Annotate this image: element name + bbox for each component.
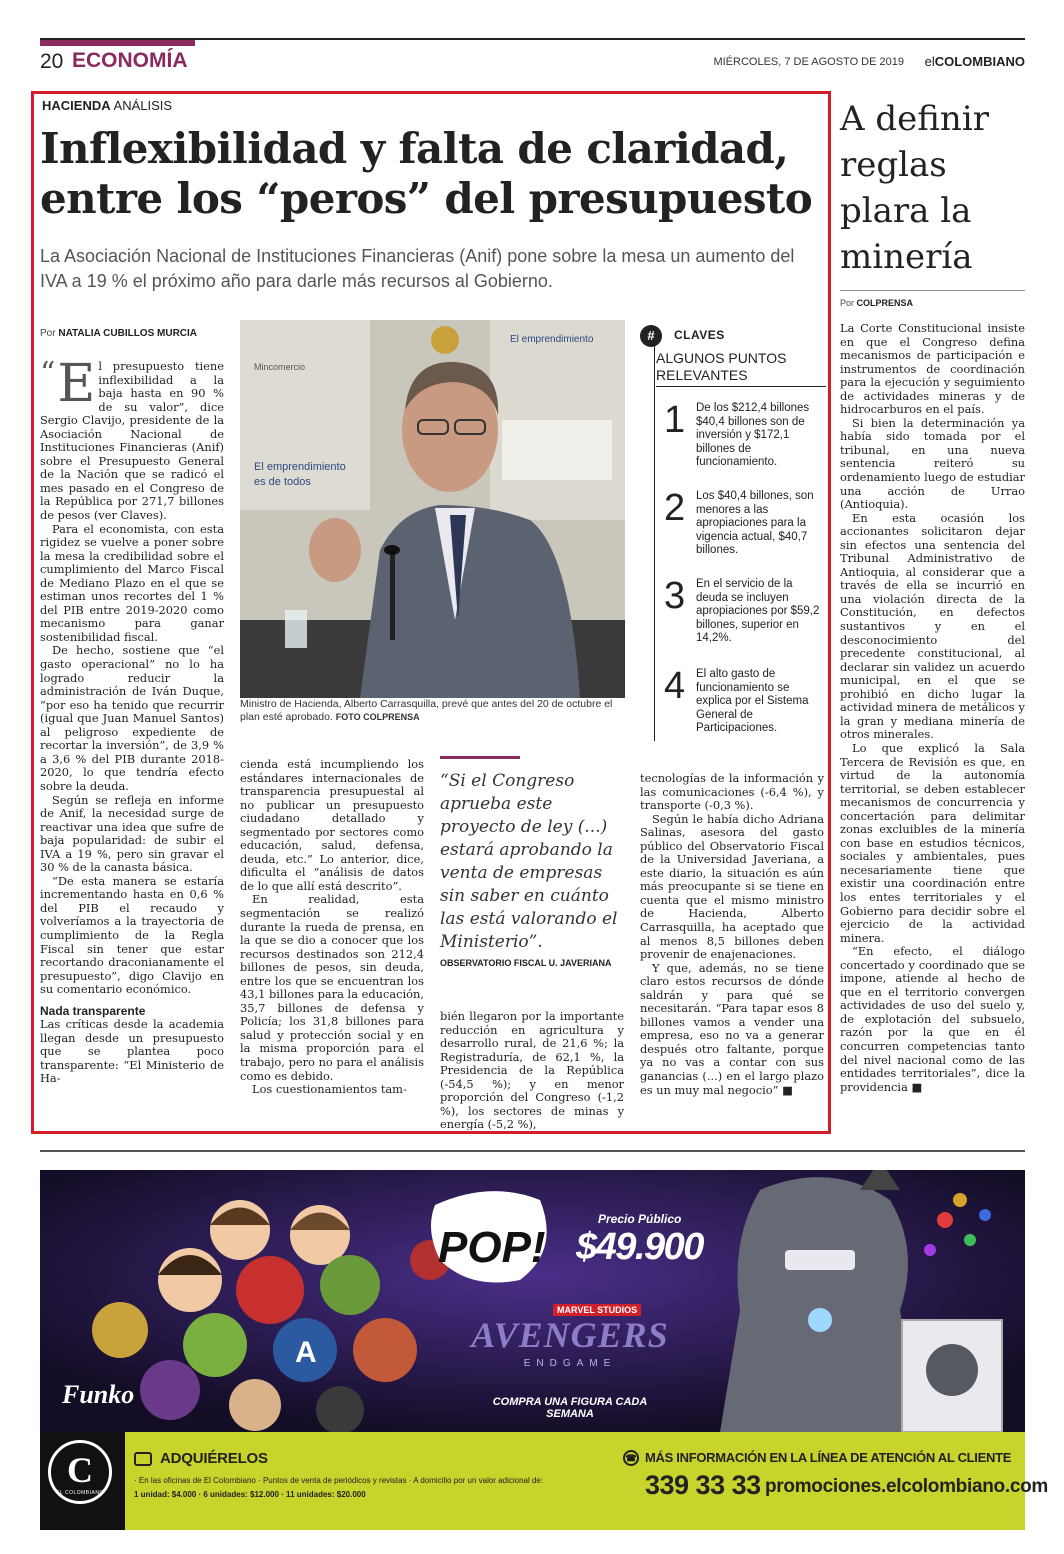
claves-item: [664, 665, 826, 748]
newspaper-brand: [925, 54, 1025, 69]
byline-prefix: Por: [40, 328, 56, 339]
backdrop-text: El emprendimiento: [510, 334, 594, 345]
article-kicker: [42, 98, 172, 113]
paragraph: Para el economista, con esta rigidez se vuelve a poner sobre la mesa la credibilidad sobre el cumplimiento del Marco Fiscal de Mediano Plazo en el que se estiman unos recortes del 1 % del PIB entre 2019-2020 como mecanismo para ganar sostenibilidad fiscal.: [40, 521, 224, 644]
byline-author: COLPRENSA: [856, 298, 914, 308]
article-column-1: [40, 360, 224, 1130]
pull-quote-bar: [440, 756, 520, 759]
section-subtitle: Nada transparente: [40, 1003, 146, 1018]
pull-quote: “Si el Congreso aprueba este proyecto de ley (...) estará aprobando la venta de empresas sin saber en cuánto las está valorando el Ministerio”.: [440, 771, 618, 952]
marvel-studios-badge: MARVEL STUDIOS: [553, 1304, 641, 1316]
pop-logo-text: POP!: [438, 1223, 546, 1272]
price: $49.900: [576, 1226, 703, 1268]
brand-name: COLOMBIANO: [934, 54, 1025, 69]
pull-quote-source: OBSERVATORIO FISCAL U. JAVERIANA: [440, 958, 612, 968]
paragraph: l presupuesto tiene inflexibilidad a la baja hasta en 90 % de su valor”, dice Sergio Clavijo, presidente de la Asociación Nacional de Instituciones Financieras (Anif) sobre el Presupuesto General de la Nación que se radicó el mes pasado en el Congreso de la República por 271,7 billones de pesos (ver Claves).: [40, 360, 224, 523]
caption-text: Ministro de Hacienda, Alberto Carrasquilla, prevé que antes del 20 de octubre el plan esté aprobado.: [240, 698, 613, 723]
photo-caption: [240, 698, 620, 724]
paragraph: En esta ocasión los accionantes solicitaron dejar sin efectos una sentencia del Tribunal Administrativo de Antioquia, al considerar que a través de ella se incurrió en una violación directa de la Constitución, en defectos sustantivos y en el desconocimiento del precedente constitucional, al declarar sin validez un acuerdo municipal, en el que se prohibió en dicho lugar la actividad minera de metálicos y la gran y mediana minería de otros minerales.: [840, 510, 1025, 742]
ad-rule: [40, 1150, 1025, 1152]
drop-quote: “: [40, 360, 56, 391]
claves-number: 1: [664, 399, 686, 441]
paragraph: Y que, además, no se tiene claro estos recursos de dónde saldrán y para qué se necesitarán. “Para tapar esos 8 billones vamos a vender una empresa, eso no va a generar después otro faltante, porque ya no vas a contar con sus ganancias (...) en el largo plazo es un muy mal negocio” ■: [640, 960, 824, 1097]
paragraph: “De esta manera se estaría incrementando hasta en 0,6 % del PIB el recaudo y volveríamos a la trayectoria de cumplimiento de la Regla Fiscal sin tener que estar recortando draconianamente el presupuesto”, digo Clavijo en su comentario económico.: [40, 873, 224, 997]
promo-url[interactable]: promociones.elcolombiano.com: [765, 1476, 1048, 1497]
article-subhead: La Asociación Nacional de Instituciones Financieras (Anif) pone sobre la mesa un aumento del IVA a 19 % el próximo año para darle más recursos al Gobierno.: [40, 246, 795, 291]
article-column-3: [440, 1010, 624, 1130]
paragraph: Las críticas desde la academia llegan desde un presupuesto que se plantea poco transparente: “El Ministerio de Ha-: [40, 1017, 224, 1086]
kicker-type: ANÁLISIS: [113, 98, 173, 113]
price-label: Precio Público: [598, 1212, 682, 1226]
pop-logo: [430, 1200, 560, 1290]
paragraph: En realidad, esta segmentación se realizó durante la rueda de prensa, en la que se dio a conocer que los recursos destinados son 212,4 billones de pesos, sin deuda, entre los que se encuentran los 43,1 billones para la educación, 35,7 billones de defensa y Policía; los 31,8 billones para salud y protección social y en la misma proporción para el trabajo, pero no para el análisis como es debido.: [240, 892, 424, 1083]
photo-minister-illustration: [240, 320, 625, 698]
claves-number: 4: [664, 665, 686, 707]
paragraph: La Corte Constitucional insiste en que el Congreso defina mecanismos de participación e instrumentos de coordinación para la ejecución y seguimiento de actividades mineras y de hidrocarburos en el país.: [840, 322, 1025, 417]
svg-text:A: A: [295, 1336, 317, 1369]
claves-number: 2: [664, 487, 686, 529]
phone-number[interactable]: 339 33 33: [645, 1470, 761, 1500]
ad-tagline: COMPRA UNA FIGURA CADA SEMANA: [492, 1396, 648, 1420]
article-byline: [40, 328, 197, 339]
pop-logo-graphic: [430, 1200, 560, 1290]
claves-item: [664, 575, 826, 658]
side-article-byline: [840, 298, 913, 308]
section-accent-bar: [40, 40, 195, 46]
kicker-section: HACIENDA: [42, 98, 111, 113]
page-number: 20: [40, 50, 64, 73]
buy-prices: 1 unidad: $4.000 · 6 unidades: $12.000 · 11 unidades: $20.000: [134, 1490, 366, 1499]
side-article-rule: [840, 290, 1025, 291]
avengers-logo: AVENGERS: [471, 1315, 669, 1355]
claves-rule: [654, 346, 655, 741]
claves-text: Los $40,4 billones, son menores a las apropiaciones para la vigencia actual, $40,7 billones.: [696, 490, 814, 556]
paragraph: Según le había dicho Adriana Salinas, asesora del gasto público del Observatorio Fiscal de la Universidad Javeriana, a este diario, la situación es aún más preocupante si se tiene en cuenta que el mismo ministro de Hacienda, Alberto Carrasquilla, ha aceptado que al menos 8,5 billones deben provenir de enajenaciones.: [640, 811, 824, 962]
buy-locations: · En las oficinas de El Colombiano · Puntos de venta de periódicos y revistas · A domicilio por un valor adicional de:: [134, 1476, 544, 1485]
el-colombiano-logo-text: EL COLOMBIANO: [56, 1490, 104, 1496]
paragraph: Los cuestionamientos tam-: [252, 1082, 407, 1097]
drop-cap: E: [57, 360, 96, 414]
byline-prefix: Por: [840, 298, 855, 308]
paragraph: tecnologías de la información y las comunicaciones (-6,4 %), y transporte (-0,3 %).: [640, 772, 824, 813]
el-colombiano-logo: C: [48, 1440, 112, 1504]
article-photo: [240, 320, 625, 698]
claves-text: En el servicio de la deuda se incluyen apropiaciones por $59,2 billones, superior en 14,2%.: [696, 578, 820, 644]
cart-icon: [134, 1452, 152, 1466]
photo-credit: FOTO COLPRENSA: [335, 712, 420, 722]
section-name: ECONOMÍA: [72, 49, 188, 72]
byline-author: NATALIA CUBILLOS MURCIA: [58, 328, 198, 339]
article-column-2: [240, 758, 424, 1128]
paragraph: bién llegaron por la importante reducción en agricultura y desarrollo rural, de 21,6 %; la Registraduría, de 62,1 %, la Presidencia de la República (-54,5 %); y en menor proporción del Congreso (-1,2 %), los sectores de minas y energía (-5,2 %),: [440, 1010, 624, 1130]
backdrop-text: El emprendimiento: [254, 461, 346, 473]
article-headline: Inflexibilidad y falta de claridad, entre los “peros” del presupuesto: [40, 124, 813, 223]
side-article-body: [840, 322, 1025, 1134]
issue-date: MIÉRCOLES, 7 DE AGOSTO DE 2019: [713, 56, 904, 68]
paragraph: Según se refleja en informe de Anif, la necesidad surge de reactivar una idea que sufre de baja popularidad: de subir el IVA a 19 %, pero sin gravar el 30 % de la canasta básica.: [40, 792, 224, 875]
paragraph: De hecho, sostiene que “el gasto operacional” no lo ha logrado reducir la administración de Iván Duque, “por eso ha tenido que recurrir (igual que Juan Manuel Santos) al peligroso expediente de recortar la inversión”, de 3,9 % a 3,6 % del PIB durante 2018-2020, lo que tendría efecto sobre la deuda.: [40, 643, 224, 793]
paragraph: Si bien la determinación ya había sido tomada por el tribunal, en una nueva sentencia reiteró su ordenamiento luego de estudiar una acción de Urrao (Antioquia).: [840, 415, 1025, 512]
backdrop-text: es de todos: [254, 476, 311, 488]
info-line-title: MÁS INFORMACIÓN EN LA LÍNEA DE ATENCIÓN AL CLIENTE: [645, 1450, 1012, 1465]
endgame-logo: ENDGAME: [523, 1358, 617, 1369]
claves-text: El alto gasto de funcionamiento se explica por el Sistema General de Participaciones.: [696, 668, 809, 734]
backdrop-text: Mincomercio: [254, 362, 306, 372]
claves-item: [664, 487, 826, 570]
hashtag-icon: #: [640, 325, 662, 347]
claves-number: 3: [664, 575, 686, 617]
paragraph: Lo que explicó la Sala Tercera de Revisión es que, en virtud de la autonomía territorial, se deben establecer mecanismos de concurrencia y concertación para delimitar zonas excluibles de la minería con base en estudios técnicos, sociales y ambientales, pues necesariamente tiene que existir una coordinación entre los entes territoriales y el Gobierno para decidir sobre el ejercicio de la actividad minera.: [840, 740, 1025, 945]
brand-prefix: el: [924, 54, 935, 69]
buy-title: ADQUIÉRELOS: [160, 1450, 268, 1467]
funko-logo: Funko: [62, 1380, 135, 1409]
claves-item: [664, 399, 826, 482]
paragraph: cienda está incumpliendo los estándares internacionales de transparencia presupuestal al no publicar un presupuesto ciudadano detallado y segmentado por sectores como educación, salud, defensa, deuda, etc.” Lo anterior, dice, dificulta el “análisis de datos de lo que allí está descrito”.: [240, 758, 424, 893]
paragraph: “En efecto, el diálogo concertado y coordinado que se impone, atiende al hecho de que en el territorio convergen actividades de uso del suelo y, de explotación del subsuelo, razón por la que en él concurren competencias tanto del nivel nacional como de las entidades territoriales”, dice la providencia ■: [840, 944, 1025, 1094]
article-column-4: [640, 772, 824, 1130]
side-article-headline: A definir reglas plara la minería: [840, 99, 989, 277]
claves-subtitle: ALGUNOS PUNTOS RELEVANTES: [656, 350, 826, 387]
phone-icon: ☎: [623, 1450, 639, 1466]
claves-title: CLAVES: [674, 328, 725, 342]
claves-text: De los $212,4 billones $40,4 billones son de inversión y $172,1 billones de funcionamiento.: [696, 402, 810, 468]
